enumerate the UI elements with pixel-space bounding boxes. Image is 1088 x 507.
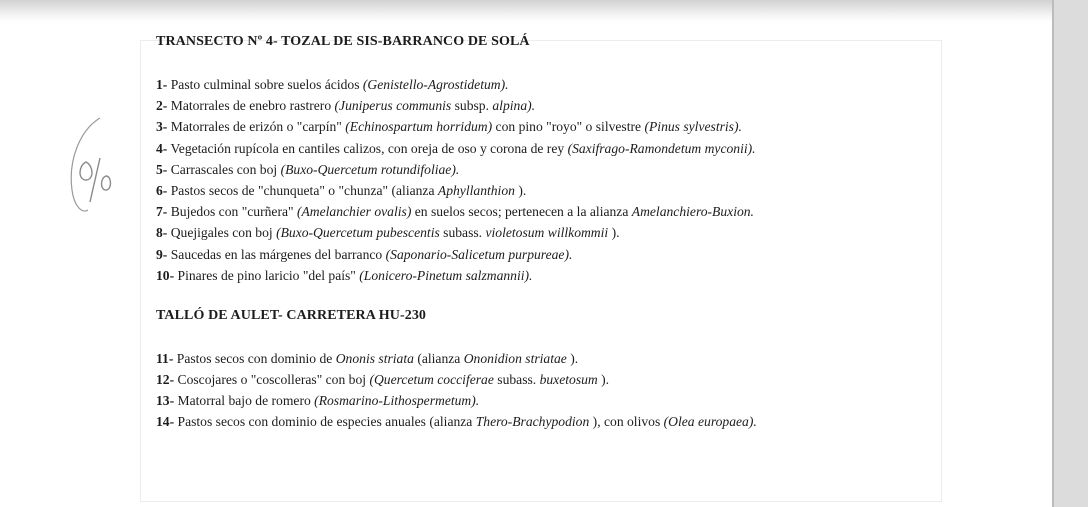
item-number: 9-	[156, 246, 168, 262]
item-number: 8-	[156, 225, 168, 241]
item-text: Quejigales con boj	[167, 225, 277, 241]
vegetation-list-transecto	[156, 74, 1016, 286]
list-item	[156, 116, 1016, 137]
item-text: Saucedas en las márgenes del barranco	[167, 246, 386, 262]
taxon-name: (Buxo-Quercetum rotundifoliae).	[280, 161, 460, 177]
taxon-name: (Quercetum cocciferae	[369, 372, 494, 388]
item-text: Pastos secos de "chunqueta" o "chunza" (alianza	[167, 182, 438, 198]
item-text: (alianza	[413, 350, 464, 366]
list-item	[156, 369, 1016, 390]
item-text: subass.	[493, 372, 540, 388]
list-item	[156, 138, 1016, 159]
taxon-name: alpina).	[492, 98, 536, 114]
list-item	[156, 348, 1016, 369]
taxon-name: (Genistello-Agrostidetum).	[362, 77, 509, 92]
list-item	[156, 265, 1016, 286]
item-number: 11-	[156, 350, 174, 366]
list-item	[156, 159, 1016, 180]
taxon-name: (Saponario-Salicetum purpureae).	[385, 246, 573, 262]
taxon-name: Thero-Brachypodion	[475, 414, 590, 430]
item-number: 13-	[156, 393, 175, 409]
item-text: ).	[514, 182, 527, 198]
list-item	[156, 222, 1016, 243]
taxon-name: violetosum willkommii	[485, 225, 609, 241]
item-text: ).	[566, 350, 579, 366]
item-text: Pastos secos con dominio de especies anuales (alianza	[174, 414, 476, 430]
taxon-name: (Amelanchier ovalis)	[296, 204, 412, 220]
taxon-name: Aphyllanthion	[437, 182, 515, 198]
item-text: en suelos secos; pertenecen a la alianza	[411, 204, 632, 220]
item-text: subsp.	[451, 98, 493, 114]
taxon-name: Ononis striata	[335, 350, 414, 366]
taxon-name: Ononidion striatae	[463, 350, 567, 366]
item-text: Bujedos con "curñera"	[167, 204, 297, 220]
item-text: Matorrales de erizón o "carpín"	[167, 119, 346, 135]
taxon-name: Amelanchiero-Buxion.	[631, 204, 754, 220]
taxon-name: (Lonicero-Pinetum salzmannii).	[359, 267, 533, 283]
scan-shadow-top	[0, 0, 1088, 22]
item-number: 1-	[156, 77, 168, 92]
section-heading-transecto: TRANSECTO Nº 4- TOZAL DE SIS-BARRANCO DE SOLÁ	[156, 34, 530, 49]
item-text: ).	[597, 372, 610, 388]
list-item	[156, 244, 1016, 265]
scan-edge-right	[1052, 0, 1088, 507]
item-number: 6-	[156, 182, 168, 198]
item-number: 14-	[156, 414, 175, 430]
item-number: 3-	[156, 119, 168, 135]
list-item	[156, 74, 1016, 95]
taxon-name: (Rosmarino-Lithospermetum).	[314, 393, 480, 409]
item-text: Matorrales de enebro rastrero	[167, 98, 335, 114]
item-number: 4-	[156, 140, 168, 156]
document-body	[156, 32, 1016, 433]
taxon-name: (Juniperus communis	[334, 98, 452, 114]
taxon-name: (Echinospartum horridum)	[345, 119, 493, 135]
section-heading-tallo: TALLÓ DE AULET- CARRETERA HU-230	[156, 307, 427, 323]
item-text: Pasto culminal sobre suelos ácidos	[167, 77, 363, 92]
item-number: 5-	[156, 161, 168, 177]
item-number: 10-	[156, 267, 175, 283]
item-text: ), con olivos	[589, 414, 664, 430]
list-item	[156, 201, 1016, 222]
taxon-name: (Olea europaea).	[663, 414, 757, 430]
item-text: Vegetación rupícola en cantiles calizos, con oreja de oso y corona de rey	[167, 140, 568, 156]
vegetation-list-tallo	[156, 348, 1016, 433]
item-text: con pino "royo" o silvestre	[492, 119, 645, 135]
taxon-name: (Buxo-Quercetum pubescentis	[276, 225, 440, 241]
item-number: 2-	[156, 98, 168, 114]
list-item	[156, 180, 1016, 201]
taxon-name: (Pinus sylvestris).	[644, 119, 742, 135]
taxon-name: (Saxifrago-Ramondetum myconii).	[567, 140, 756, 156]
handwritten-margin-mark	[60, 110, 130, 220]
item-text: Coscojares o "coscolleras" con boj	[174, 372, 370, 388]
item-text: Carrascales con boj	[167, 161, 281, 177]
item-text: Pastos secos con dominio de	[173, 350, 336, 366]
item-text: subass.	[439, 225, 486, 241]
list-item	[156, 411, 1016, 432]
item-text: ).	[608, 225, 620, 241]
item-text: Matorral bajo de romero	[174, 393, 315, 409]
taxon-name: buxetosum	[539, 372, 598, 388]
item-text: Pinares de pino laricio "del país"	[174, 267, 360, 283]
list-item	[156, 390, 1016, 411]
item-number: 12-	[156, 372, 175, 388]
list-item	[156, 95, 1016, 116]
item-number: 7-	[156, 204, 168, 220]
